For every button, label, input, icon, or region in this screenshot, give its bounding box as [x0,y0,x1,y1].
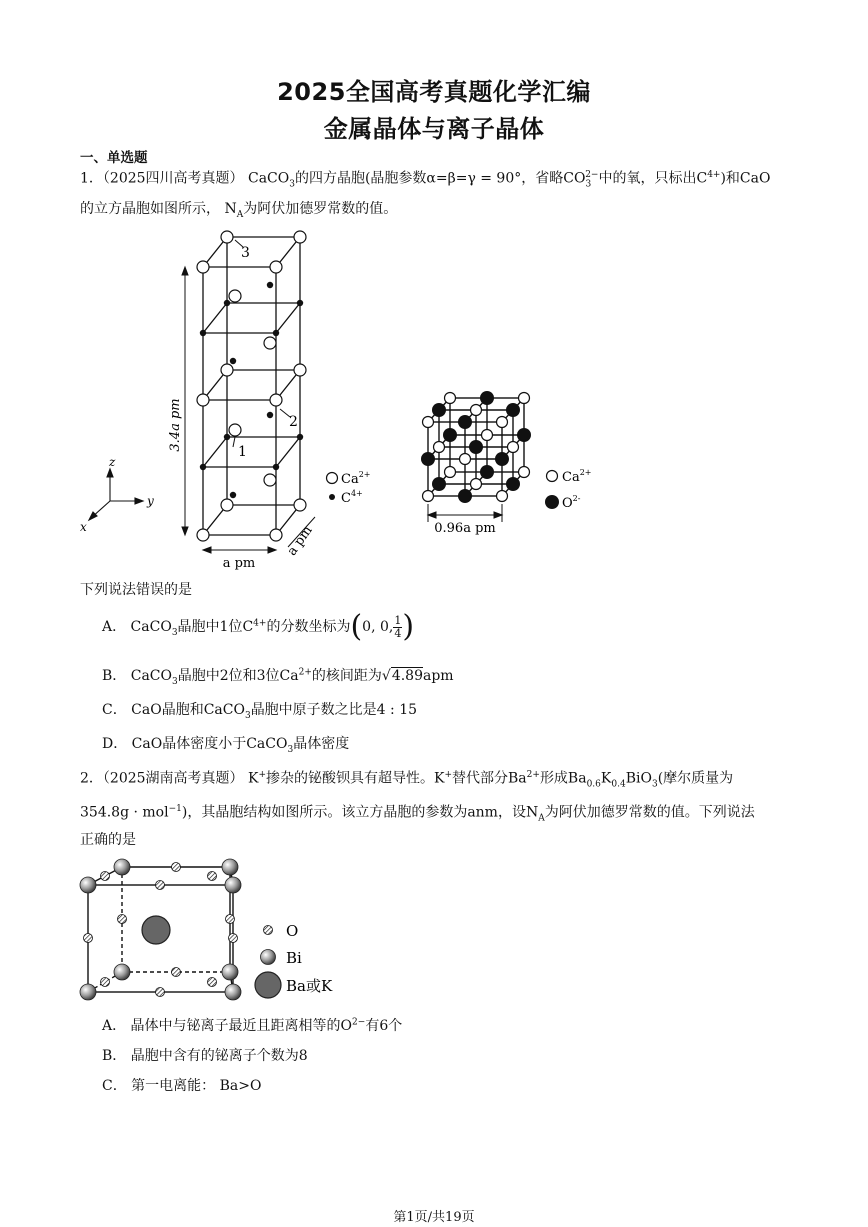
q2-intro-line3: 正确的是 [80,832,136,848]
height-label: 3.4a pm [168,398,183,452]
section-heading: 一、单选题 [80,150,148,166]
axis-y: y [147,494,154,508]
q2-intro-line1: 2．（2025湖南高考真题） K+掺杂的铋酸钡具有超导性。K+替代部分$Ba^{2+}$形成$Ba_{0.6}K_{0.4}BiO_3$(摩尔质量为 [80,770,734,790]
q1-intro: 1．（2025四川高考真题） CaCO$_3$的四方晶胞(晶胞参数α=β=γ = 90°，省略$CO_3^{2-}$中的氧，只标出$C^{4+}$)和CaO [80,170,771,190]
width-label: a pm [222,556,256,570]
q2-option-a[interactable]: A． 晶体中与铋离子最近且距离相等的$O^{2-}$有6个 [102,1017,403,1034]
q2-option-b[interactable]: B． 晶胞中含有的铋离子个数为8 [102,1048,308,1064]
perovskite-figure [70,852,370,1012]
legend-c: $C^{4+}$ [341,489,363,506]
cao-width-label: 0.96a pm [434,521,496,536]
q1-stem: 下列说法错误的是 [80,582,192,598]
legend-ca: $Ca^{2+}$ [341,470,371,487]
q1-intro-line2: 的立方晶胞如图所示， $N_A$为阿伏加德罗常数的值。 [80,201,398,220]
legend-ca2: $Ca^{2+}$ [562,468,592,485]
legend-o-perovskite: O [286,922,299,940]
q1-option-c[interactable]: C． CaO晶胞和CaCO$_3$晶胞中原子数之比是4 : 15 [102,702,418,721]
document-title: 2025全国高考真题化学汇编 [277,78,591,106]
page-footer: 第1页/共19页 [393,1210,475,1225]
q1-option-d[interactable]: D． CaO晶体密度小于CaCO$_3$晶体密度 [102,736,350,755]
cao-cell-figure [412,382,612,542]
label-position-2: 2 [289,414,298,430]
depth-label: a pm [284,523,316,559]
legend-bi: Bi [286,949,302,967]
q2-intro-line2: 354.8g · mol$^{-1}$)，其晶胞结构如图所示。该立方晶胞的参数为anm，设$N_A$为阿伏加德罗常数的值。下列说法 [80,804,755,824]
axis-x: x [80,520,87,534]
axis-z: z [109,455,116,469]
legend-o: $O^{2-}$ [562,494,581,511]
q1-option-b[interactable]: B． CaCO$_3$晶胞中2位和3位$Ca^{2+}$的核间距为√4.89apm [102,667,454,687]
label-position-3: 3 [241,245,250,261]
label-position-1: 1 [238,444,247,460]
q1-option-a[interactable]: A． CaCO$_3$晶胞中1位$C^{4+}$的分数坐标为(0, 0, $\frac{1}{4}$ ) [102,609,415,644]
q2-option-c[interactable]: C． 第一电离能： Ba>O [102,1078,262,1094]
legend-ba-k: Ba或K [286,977,333,995]
document-subtitle: 金属晶体与离子晶体 [323,115,545,143]
